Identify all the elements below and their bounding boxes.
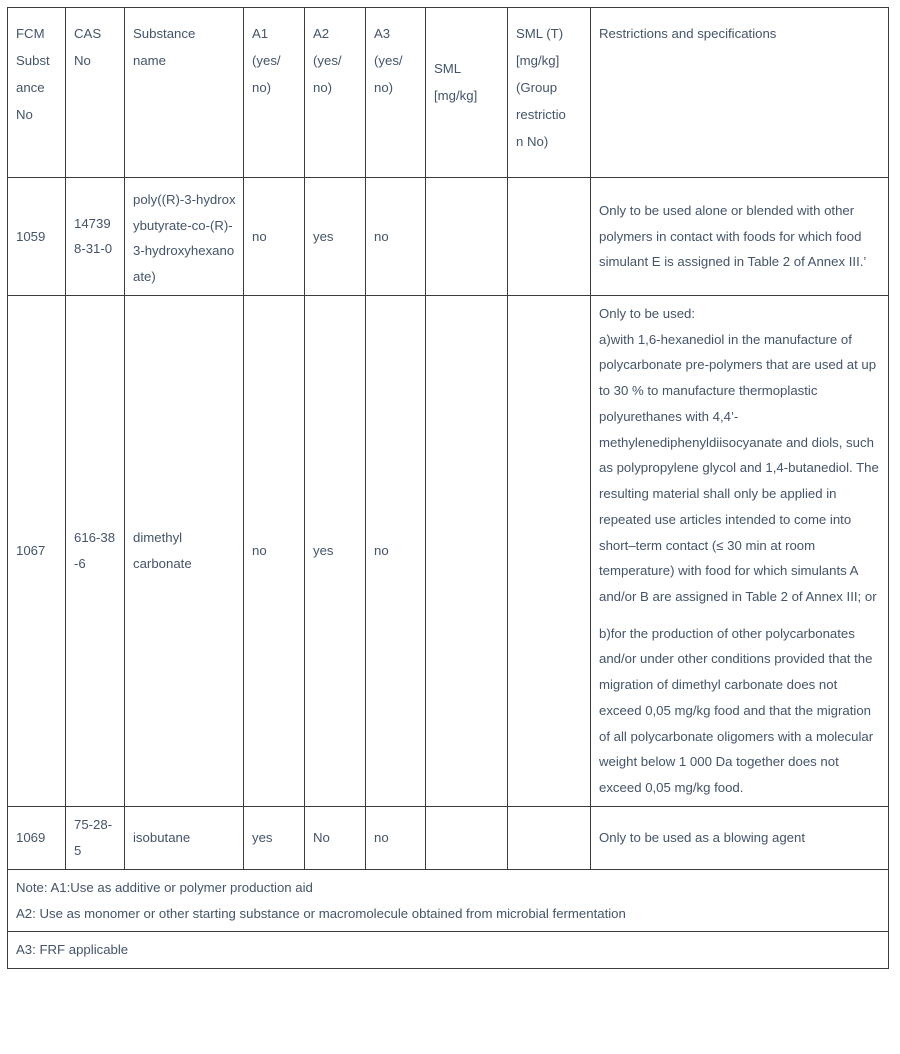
cell-cas-no: 616-38-6 bbox=[66, 295, 125, 806]
restriction-paragraph: Only to be used: bbox=[599, 305, 696, 321]
header-line: A2 bbox=[313, 26, 330, 41]
header-line: [mg/kg] bbox=[434, 88, 478, 104]
restriction-paragraph: a)with 1,6-hexanediol in the manufacture of polycarbonate pre-polymers that are used at up to 30 % to manufacture thermoplastic polyurethanes with 4,4’-methylenediphenyldiisocyanate and diols, such as polypropylene glycol and 1,4-butanediol. The resulting material shall only be applied in repeated use articles intended to come into short–term contact (≤ 30 min at room temperature) with food for which simulants A and/or B are assigned in Table 2 of Annex III; or bbox=[599, 331, 879, 605]
cell-sml bbox=[426, 178, 508, 296]
header-line: Subst bbox=[16, 53, 50, 69]
cell-sml bbox=[426, 295, 508, 806]
header-line: A1 bbox=[252, 26, 269, 41]
cell-substance-name: isobutane bbox=[125, 806, 244, 869]
column-header-a3 bbox=[366, 8, 426, 178]
cell-a1: no bbox=[244, 295, 305, 806]
header-line: SML (T) bbox=[516, 26, 564, 41]
header-line: restrictio bbox=[516, 107, 566, 123]
cell-restrictions bbox=[591, 295, 889, 806]
header-line: Substance bbox=[133, 26, 196, 41]
cell-cas-no: 75-28-5 bbox=[66, 806, 125, 869]
note-line-a3: A3: FRF applicable bbox=[16, 942, 129, 958]
header-line: (Group bbox=[516, 80, 558, 96]
header-line: SML bbox=[434, 61, 462, 76]
note-line-a2: A2: Use as monomer or other starting substance or macromolecule obtained from microbial fermentation bbox=[16, 905, 626, 921]
header-line: CAS bbox=[74, 26, 102, 41]
column-header-substance-name bbox=[125, 8, 244, 178]
header-line: No bbox=[74, 53, 91, 69]
header-line: [mg/kg] bbox=[516, 53, 560, 69]
cell-notes-a1-a2 bbox=[8, 869, 889, 931]
paragraph-spacer bbox=[599, 610, 881, 621]
column-header-a1 bbox=[244, 8, 305, 178]
column-header-restrictions: Restrictions and specifications bbox=[591, 8, 889, 178]
header-line: FCM bbox=[16, 26, 45, 41]
table-footnote-row bbox=[8, 932, 889, 969]
cell-substance-name: poly((R)-3-hydroxybutyrate-co-(R)-3-hydroxyhexanoate) bbox=[125, 178, 244, 296]
header-line: name bbox=[133, 53, 166, 69]
cell-sml-t bbox=[508, 295, 591, 806]
header-line: no) bbox=[313, 80, 333, 96]
header-line: (yes/ bbox=[374, 53, 403, 69]
header-line: No bbox=[16, 107, 33, 123]
cell-cas-no: 147398-31-0 bbox=[66, 178, 125, 296]
restriction-paragraph: Only to be used alone or blended with other polymers in contact with foods for which food simulant E is assigned in Table 2 of Annex III.’ bbox=[599, 202, 867, 270]
fcm-substances-table bbox=[7, 7, 889, 969]
header-line: no) bbox=[252, 80, 272, 96]
cell-fcm-substance-no: 1069 bbox=[8, 806, 66, 869]
header-line: (yes/ bbox=[313, 53, 342, 69]
table-row bbox=[8, 178, 889, 296]
column-header-fcm-substance-no bbox=[8, 8, 66, 178]
cell-fcm-substance-no: 1067 bbox=[8, 295, 66, 806]
cell-a2: yes bbox=[305, 295, 366, 806]
note-line-a1: Note: A1:Use as additive or polymer production aid bbox=[16, 879, 313, 895]
cell-a2: yes bbox=[305, 178, 366, 296]
table-row bbox=[8, 806, 889, 869]
cell-a1: no bbox=[244, 178, 305, 296]
header-line: n No) bbox=[516, 134, 549, 150]
cell-sml bbox=[426, 806, 508, 869]
column-header-cas-no bbox=[66, 8, 125, 178]
cell-sml-t bbox=[508, 178, 591, 296]
header-line: A3 bbox=[374, 26, 391, 41]
column-header-sml-t bbox=[508, 8, 591, 178]
header-line: no) bbox=[374, 80, 394, 96]
header-line: ance bbox=[16, 80, 45, 96]
cell-a2: No bbox=[305, 806, 366, 869]
header-line: (yes/ bbox=[252, 53, 281, 69]
cell-sml-t bbox=[508, 806, 591, 869]
cell-restrictions bbox=[591, 178, 889, 296]
restriction-paragraph: Only to be used as a blowing agent bbox=[599, 830, 806, 846]
cell-fcm-substance-no: 1059 bbox=[8, 178, 66, 296]
cell-a3: no bbox=[366, 295, 426, 806]
cell-restrictions bbox=[591, 806, 889, 869]
cell-a3: no bbox=[366, 178, 426, 296]
column-header-a2 bbox=[305, 8, 366, 178]
cell-substance-name: dimethyl carbonate bbox=[125, 295, 244, 806]
column-header-sml bbox=[426, 8, 508, 178]
cell-a1: yes bbox=[244, 806, 305, 869]
table-footnote-row bbox=[8, 869, 889, 931]
table-header-row bbox=[8, 8, 889, 178]
table-row bbox=[8, 295, 889, 806]
restriction-paragraph: b)for the production of other polycarbonates and/or under other conditions provided that the migration of dimethyl carbonate does not exceed 0,05 mg/kg food and that the migration of all polycarbonate oligomers with a molecular weight below 1 000 Da together does not exceed 0,05 mg/kg food. bbox=[599, 625, 874, 796]
cell-notes-a3 bbox=[8, 932, 889, 969]
cell-a3: no bbox=[366, 806, 426, 869]
